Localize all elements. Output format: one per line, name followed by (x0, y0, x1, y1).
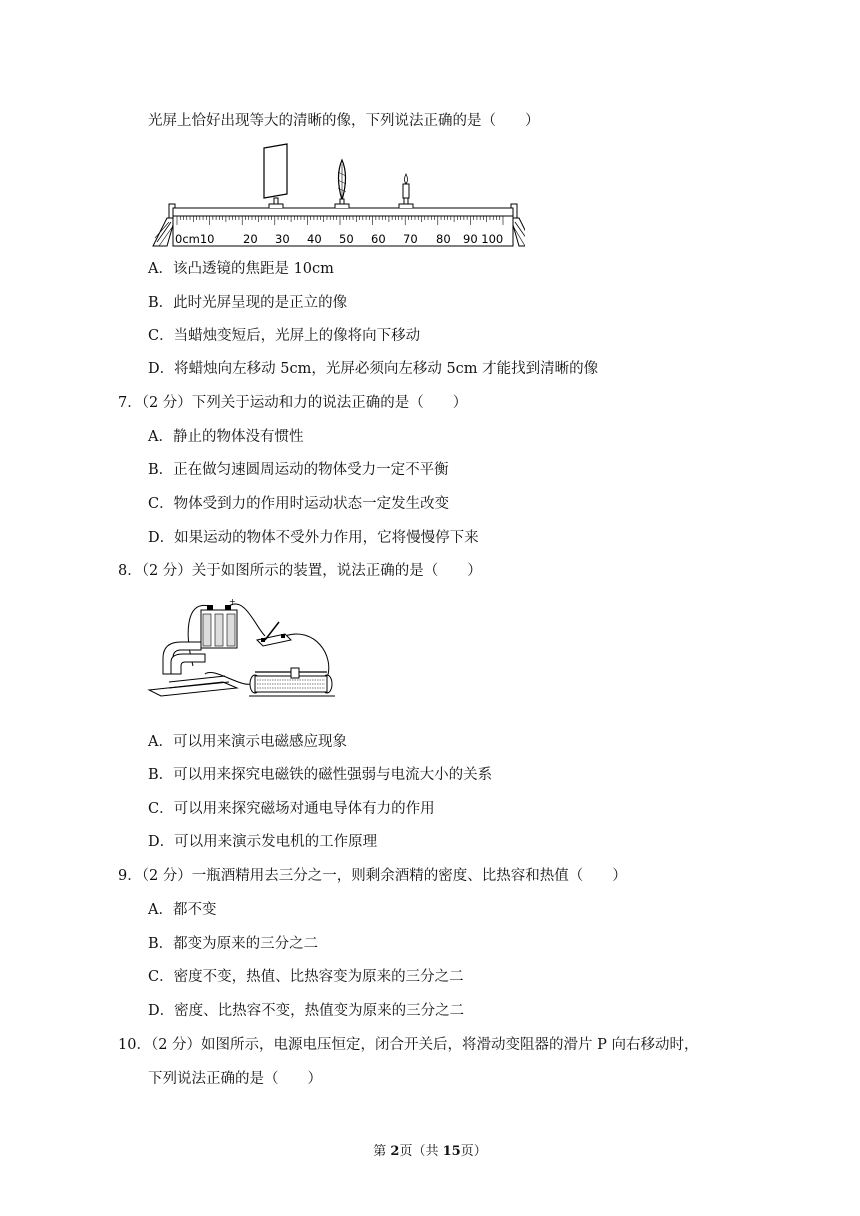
question-9-stem: 9．（2 分）一瓶酒精用去三分之一，则剩余酒精的密度、比热容和热值（ ） (118, 868, 627, 884)
q6-option-c[interactable]: C．当蜡烛变短后，光屏上的像将向下移动 (148, 328, 421, 344)
bench-rail (173, 208, 513, 216)
question-7-stem: 7．（2 分）下列关于运动和力的说法正确的是（ ） (118, 395, 468, 411)
candle (399, 174, 413, 208)
q8-option-a[interactable]: A．可以用来演示电磁感应现象 (148, 734, 347, 750)
ruler-label: 0cm10 (175, 232, 215, 246)
q6-option-a[interactable]: A．该凸透镜的焦距是 10cm (148, 261, 334, 277)
footer-page-number: 2 (390, 1144, 400, 1159)
ruler-label: 60 (371, 232, 386, 246)
left-stand (153, 204, 175, 246)
convex-lens (335, 160, 349, 208)
q6-option-b[interactable]: B．此时光屏呈现的是正立的像 (148, 295, 348, 311)
q6-option-d[interactable]: D．将蜡烛向左移动 5cm，光屏必须向左移动 5cm 才能找到清晰的像 (148, 361, 599, 377)
horseshoe-magnet (163, 642, 205, 674)
ruler-label: 80 (436, 232, 451, 246)
ruler-label: 90 100 (463, 232, 504, 246)
sliding-rheostat (249, 668, 335, 696)
ruler-label: 70 (403, 232, 418, 246)
q7-option-b[interactable]: B．正在做匀速圆周运动的物体受力一定不平衡 (148, 462, 449, 478)
q7-option-a[interactable]: A．静止的物体没有惯性 (148, 429, 304, 445)
q9-option-b[interactable]: B．都变为原来的三分之二 (148, 936, 319, 952)
page-footer (0, 1140, 860, 1159)
ruler-label: 50 (339, 232, 354, 246)
switch (257, 622, 291, 646)
question-10-stem-line1: 10．（2 分）如图所示，电源电压恒定，闭合开关后，将滑动变阻器的滑片 P 向右移动时， (118, 1037, 699, 1053)
optical-bench-figure (145, 142, 525, 248)
q8-option-c[interactable]: C．可以用来探究磁场对通电导体有力的作用 (148, 801, 435, 817)
ruler-label: 30 (275, 232, 290, 246)
ruler-label: 20 (243, 232, 258, 246)
footer-suffix: 页） (460, 1144, 487, 1159)
question-8-stem: 8．（2 分）关于如图所示的装置，说法正确的是（ ） (118, 563, 482, 579)
battery-plus-sign: + (229, 597, 236, 606)
footer-prefix: 第 (373, 1144, 391, 1159)
q9-option-d[interactable]: D．密度、比热容不变，热值变为原来的三分之二 (148, 1003, 465, 1019)
electromagnet-apparatus-figure (145, 596, 345, 706)
q9-option-a[interactable]: A．都不变 (148, 902, 217, 918)
light-screen (264, 144, 287, 208)
q8-option-d[interactable]: D．可以用来演示发电机的工作原理 (148, 834, 378, 850)
footer-total-pages: 15 (442, 1144, 461, 1159)
q7-option-d[interactable]: D．如果运动的物体不受外力作用，它将慢慢停下来 (148, 530, 479, 546)
q8-option-b[interactable]: B．可以用来探究电磁铁的磁性强弱与电流大小的关系 (148, 767, 493, 783)
q7-option-c[interactable]: C．物体受到力的作用时运动状态一定发生改变 (148, 496, 450, 512)
base-board (149, 682, 237, 696)
question-6-stem-continuation: 光屏上恰好出现等大的清晰的像，下列说法正确的是（ ） (148, 113, 540, 129)
question-10-stem-line2: 下列说法正确的是（ ） (148, 1071, 322, 1087)
footer-middle: 页（共 (399, 1144, 443, 1159)
ruler-label: 40 (307, 232, 322, 246)
q9-option-c[interactable]: C．密度不变，热值、比热容变为原来的三分之二 (148, 969, 464, 985)
